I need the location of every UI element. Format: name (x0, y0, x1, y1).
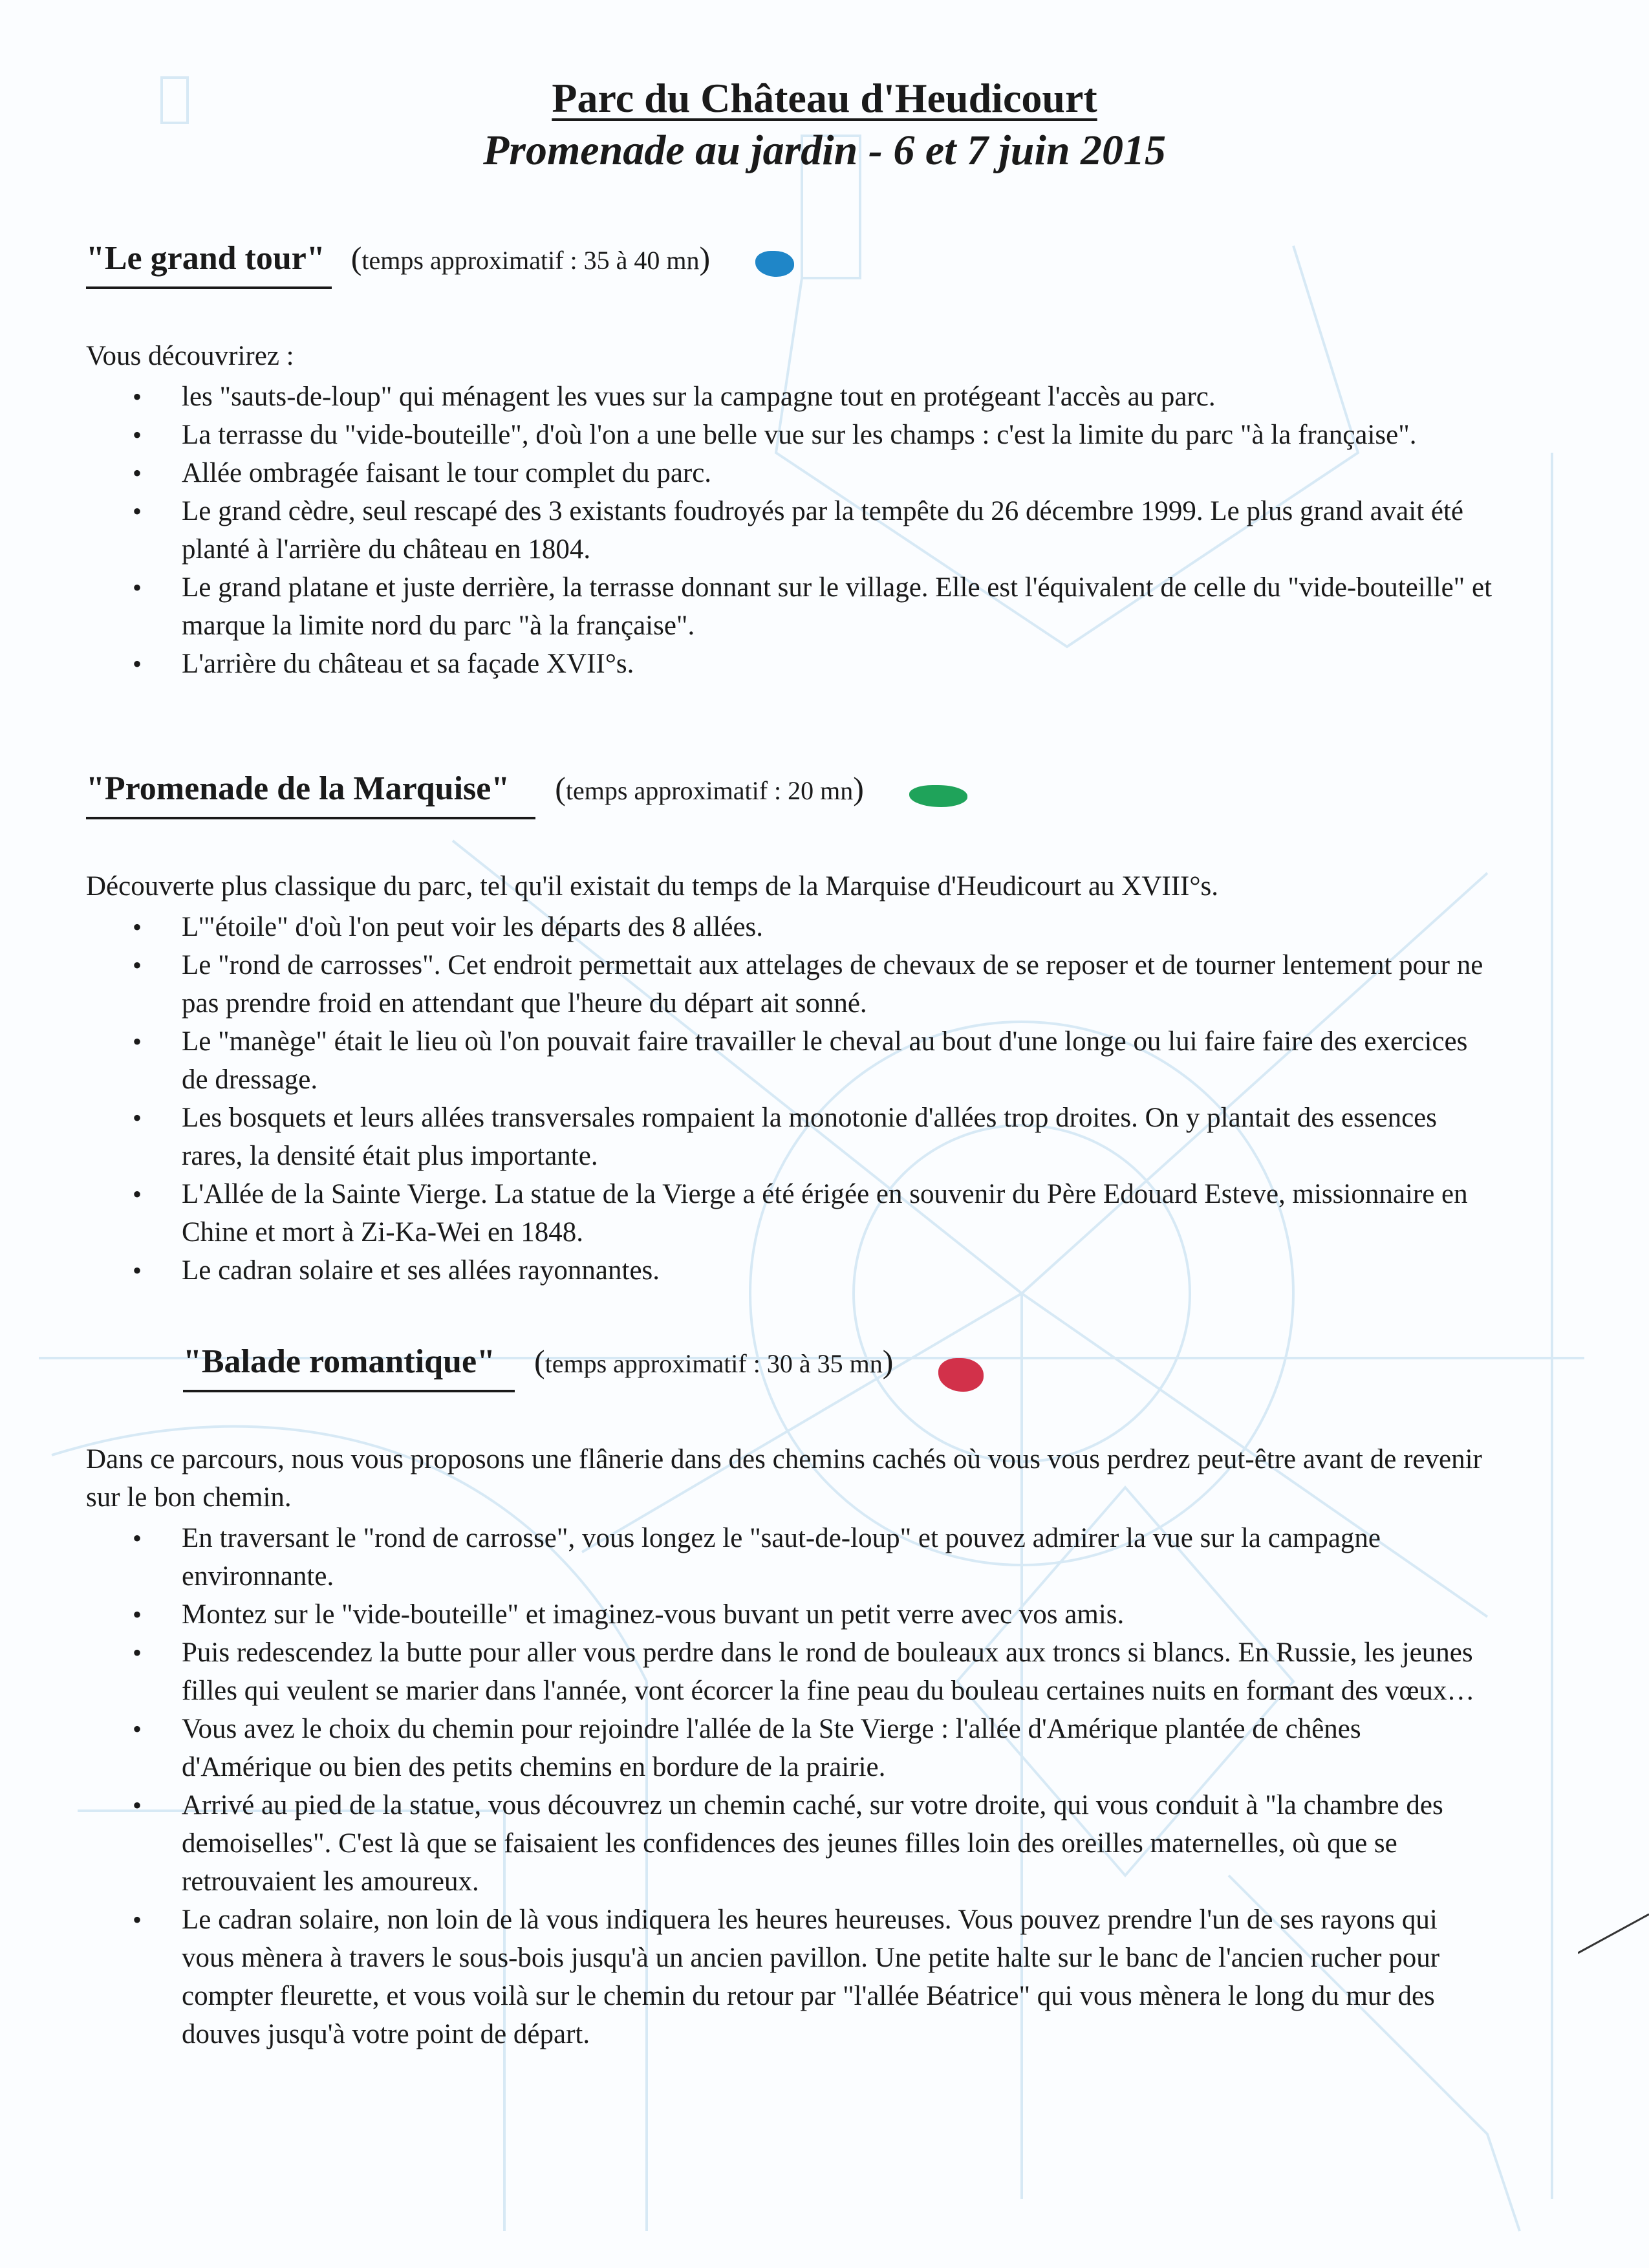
list-item: • Le grand platane et juste derrière, la terrasse donnant sur le village. Elle est l'équivalent de celle du "vide-bouteille" et marque la limite nord du parc "à la française". (182, 568, 1496, 645)
section-header (86, 239, 1496, 289)
page-subtitle: Promenade au jardin - 6 et 7 juin 2015 (482, 127, 1167, 174)
list-item: • Arrivé au pied de la statue, vous découvrez un chemin caché, sur votre droite, qui vous conduit à "la chambre des demoiselles". C'est là que se faisaient les confidences des jeunes filles loin des oreilles maternelles, où que se retrouvaient les amoureux. (182, 1786, 1496, 1901)
section-header (86, 770, 1496, 819)
bullet-list (86, 1519, 1496, 2053)
list-item: • Le cadran solaire, non loin de là vous indiquera les heures heureuses. Vous pouvez prendre l'un de ses rayons qui vous mènera à travers le sous-bois jusqu'à un ancien pavillon. Une petite halte sur le banc de l'ancien rucher pour compter fleurette, et vous voilà sur le chemin du retour par "l'allée Béatrice" qui vous mènera le long du mur des douves jusqu'à votre point de départ. (182, 1901, 1496, 2053)
section-title: "Le grand tour" (86, 239, 332, 289)
color-marker-red (938, 1358, 984, 1392)
section-intro: Vous découvrirez : (86, 341, 294, 371)
list-item: • En traversant le "rond de carrosse", vous longez le "saut-de-loup" et pouvez admirer la vue sur la campagne environnante. (182, 1519, 1496, 1595)
list-item: • Le "rond de carrosses". Cet endroit permettait aux attelages de chevaux de se reposer et de tourner lentement pour ne pas prendre froid en attendant que l'heure du départ ait sonné. (182, 946, 1496, 1022)
scan-edge-mark (1578, 1901, 1649, 1960)
section-promenade-marquise (86, 770, 1496, 1290)
section-duration: (temps approximatif : 20 mn) (555, 770, 864, 806)
list-item: • Vous avez le choix du chemin pour rejoindre l'allée de la Ste Vierge : l'allée d'Amérique plantée de chênes d'Amérique ou bien des petits chemins en bordure de la prairie. (182, 1710, 1496, 1786)
color-marker-blue (755, 251, 794, 277)
list-item: • Puis redescendez la butte pour aller vous perdre dans le rond de bouleaux aux troncs si blancs. En Russie, les jeunes filles qui veulent se marier dans l'année, vont écorcer la fine peau du bouleau certaines nuits en formant des vœux… (182, 1634, 1496, 1710)
section-intro: Dans ce parcours, nous vous proposons une flânerie dans des chemins cachés où vous vous perdrez peut-être avant de revenir sur le bon chemin. (86, 1444, 1482, 1513)
section-duration: (temps approximatif : 35 à 40 mn) (350, 240, 711, 276)
list-item: • Les bosquets et leurs allées transversales rompaient la monotonie d'allées trop droites. On y plantait des essences rares, la densité était plus importante. (182, 1099, 1496, 1175)
bullet-list (86, 378, 1496, 683)
title-block (0, 74, 1649, 175)
list-item: • L'Allée de la Sainte Vierge. La statue de la Vierge a été érigée en souvenir du Père Edouard Esteve, missionnaire en Chine et mort à Zi-Ka-Wei en 1848. (182, 1175, 1496, 1251)
list-item: • les "sauts-de-loup" qui ménagent les vues sur la campagne tout en protégeant l'accès au parc. (182, 378, 1496, 416)
section-header (86, 1339, 1496, 1392)
color-marker-green (909, 785, 967, 807)
list-item: • Montez sur le "vide-bouteille" et imaginez-vous buvant un petit verre avec vos amis. (182, 1595, 1496, 1634)
list-item: • L'"étoile" d'où l'on peut voir les départs des 8 allées. (182, 908, 1496, 946)
list-item: • Le grand cèdre, seul rescapé des 3 existants foudroyés par la tempête du 26 décembre 1999. Le plus grand avait été planté à l'arrière du château en 1804. (182, 492, 1496, 568)
list-item: • Le cadran solaire et ses allées rayonnantes. (182, 1251, 1496, 1290)
section-balade-romantique (86, 1339, 1496, 2053)
section-grand-tour (86, 239, 1496, 683)
list-item: • La terrasse du "vide-bouteille", d'où l'on a une belle vue sur les champs : c'est la limite du parc "à la française". (182, 416, 1496, 454)
list-item: • L'arrière du château et sa façade XVII°s. (182, 645, 1496, 683)
bullet-list (86, 908, 1496, 1290)
list-item: • Allée ombragée faisant le tour complet du parc. (182, 454, 1496, 492)
page-title: Parc du Château d'Heudicourt (552, 75, 1097, 121)
section-duration: (temps approximatif : 30 à 35 mn) (534, 1343, 894, 1379)
list-item: • Le "manège" était le lieu où l'on pouvait faire travailler le cheval au bout d'une longe ou lui faire faire des exercices de dressage. (182, 1022, 1496, 1099)
section-title: "Promenade de la Marquise" (86, 770, 535, 819)
section-title: "Balade romantique" (183, 1343, 515, 1392)
section-intro: Découverte plus classique du parc, tel qu'il existait du temps de la Marquise d'Heudicourt au XVIII°s. (86, 871, 1219, 902)
